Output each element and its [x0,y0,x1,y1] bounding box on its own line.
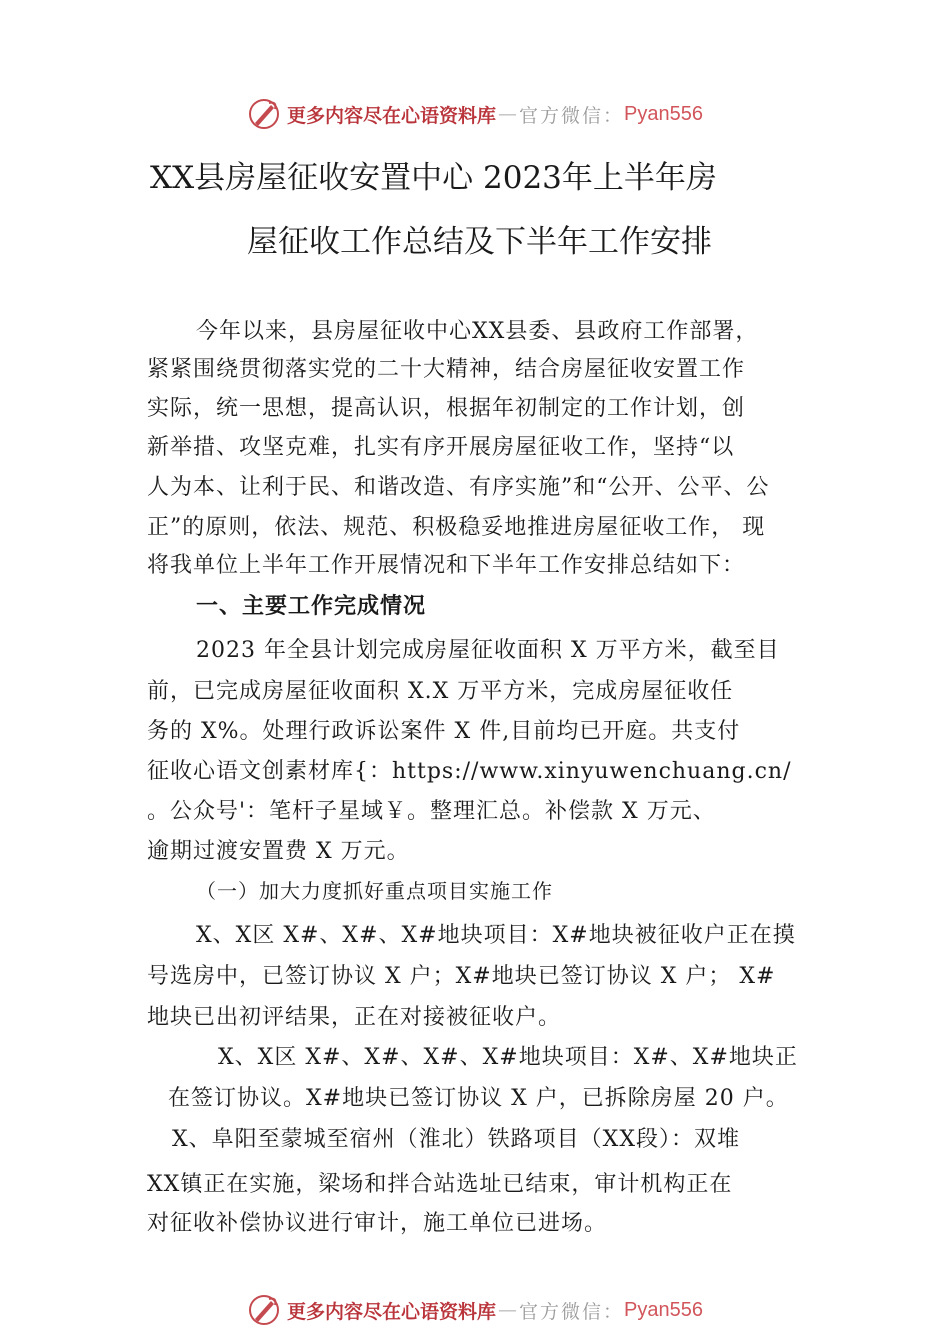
document-title-line1: XX县房屋征收安置中心 2023年上半年房 [150,160,717,196]
subsection-line: 在签订协议。X#地块已签订协议 X 户，已拆除房屋 20 户。 [168,1086,789,1111]
banner-wechat-label: 官方微信： [519,1300,625,1323]
watermark-banner-bottom [0,1288,950,1332]
banner-wechat-label: 官方微信： [519,104,625,127]
quill-pen-logo-icon [247,1293,281,1327]
quill-pen-logo-icon [247,97,281,131]
section-line: 2023 年全县计划完成房屋征收面积 X 万平方米，截至目 [196,638,780,663]
intro-line: 正”的原则，依法、规范、积极稳妥地推进房屋征收工作， 现 [147,515,766,540]
subsection-line: XX镇正在实施，梁场和拌合站选址已结束，审计机构正在 [147,1172,733,1197]
section-line: 征收心语文创素材库{：https://www.xinyuwenchuang.cn/ [147,759,792,784]
section-line: 务的 X%。处理行政诉讼案件 X 件,目前均已开庭。共支付 [147,719,741,744]
intro-line: 今年以来，县房屋征收中心XX县委、县政府工作部署， [196,319,759,344]
intro-line: 新举措、攻坚克难，扎实有序开展房屋征收工作，坚持“以 [147,435,735,460]
section-line: 前，已完成房屋征收面积 X.X 万平方米，完成房屋征收任 [147,679,734,704]
intro-line: 人为本、让利于民、和谐改造、有序实施”和“公开、公平、公 [147,475,770,500]
subsection-line: 对征收补偿协议进行审计，施工单位已进场。 [147,1211,608,1236]
section-line: 逾期过渡安置费 X 万元。 [147,839,410,864]
banner-wechat-id: Pyan556 [624,1298,703,1321]
intro-line: 紧紧围绕贯彻落实党的二十大精神，结合房屋征收安置工作 [147,357,746,382]
document-title-line2: 屋征收工作总结及下半年工作安排 [247,224,712,260]
banner-dash: — [498,1299,518,1321]
subsection-line: 地块已出初评结果，正在对接被征收户。 [147,1005,562,1030]
watermark-banner-top [0,92,950,136]
intro-line: 将我单位上半年工作开展情况和下半年工作安排总结如下： [147,553,746,578]
banner-dash: — [498,103,518,125]
subsection-line: X、阜阳至蒙城至宿州（淮北）铁路项目（XX段）：双堆 [172,1127,740,1152]
banner-wechat-id: Pyan556 [624,102,703,125]
banner-text: 更多内容尽在心语资料库 [287,104,497,127]
intro-line: 实际，统一思想，提高认识，根据年初制定的工作计划，创 [147,396,746,421]
section-line: 。公众号'：笔杆子星域￥。整理汇总。补偿款 X 万元、 [147,799,716,824]
subsection-line: X、X区 X#、X#、X#地块项目：X#地块被征收户正在摸 [196,923,796,948]
subsection-line: 号选房中，已签订协议 X 户；X#地块已签订协议 X 户； X# [147,964,776,989]
subsection-line: X、X区 X#、X#、X#、X#地块项目：X#、X#地块正 [218,1045,798,1070]
section-heading: 一、主要工作完成情况 [196,594,427,619]
subsection-heading: （一）加大力度抓好重点项目实施工作 [196,879,553,903]
banner-text: 更多内容尽在心语资料库 [287,1300,497,1323]
